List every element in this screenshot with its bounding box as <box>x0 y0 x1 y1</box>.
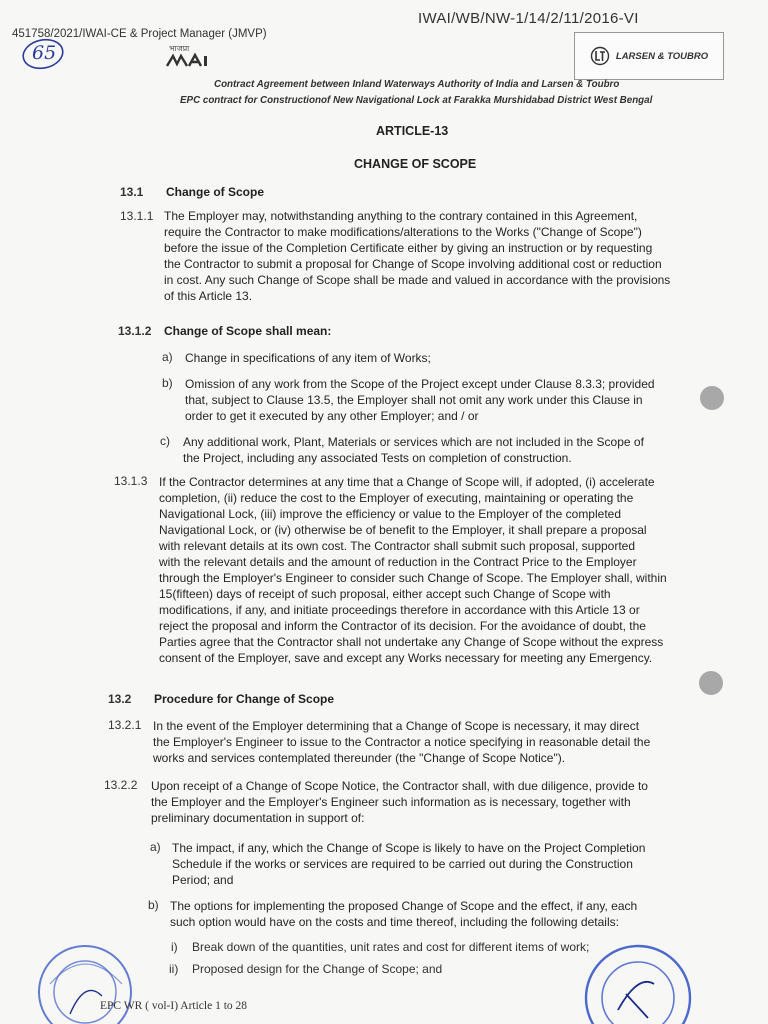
footer-reference: EPC WR ( vol-I) Article 1 to 28 <box>100 1000 248 1012</box>
article-heading: ARTICLE-13 <box>376 124 449 138</box>
header-line-1: Contract Agreement between Inland Waterways Authority of India and Larsen & Toubro <box>214 79 620 90</box>
punch-hole <box>699 671 723 695</box>
iwai-logo-icon <box>165 40 215 70</box>
clause-number: 13.2.1 <box>108 718 142 732</box>
section-title: Change of Scope shall mean: <box>164 324 332 338</box>
larsen-toubro-logo: LARSEN & TOUBRO <box>574 32 724 80</box>
section-title: Procedure for Change of Scope <box>154 692 335 706</box>
sub-item-marker: ii) <box>169 962 179 976</box>
document-reference: IWAI/WB/NW-1/14/2/11/2016-VI <box>418 10 639 27</box>
lt-round-stamp-icon <box>578 944 698 1024</box>
clause-number: 13.2.2 <box>104 778 138 792</box>
list-item: The options for implementing the proposed Change of Scope and the effect, if any, each such option would have on the costs and time thereof, including the following details: <box>170 899 638 929</box>
clause-13-1-3-text: If the Contractor determines at any time that a Change of Scope will, if adopted, (i) accelerate completion, (ii) reduce the cost to the Employer of executing, maintaining or operating the Navigational Lock, (iii) improve the efficiency or value to the Employer of the completed Navigational Lock, or (iv) otherwise be of benefit to the Employer, it shall prepare a proposal with relevant details at its own cost. The Contractor shall submit such proposal, supported with the relevant details and the amount of reduction in the Contract Price to the Employer through the Employer's Engineer to consider such Change of Scope. The Employer shall, within 15(fifteen) days of receipt of such proposal, either accept such Change of Scope with modifications, if any, and initiate proceedings therefore in accordance with this Article 13 or reject the proposal and inform the Contractor of its decision. For the avoidance of doubt, the Parties agree that the Contractor shall not undertake any Change of Scope without the express consent of the Employer, save and except any Works necessary for meeting any Emergency. <box>159 475 667 665</box>
sub-item-marker: i) <box>171 940 178 954</box>
list-item: The impact, if any, which the Change of Scope is likely to have on the Project Completion Schedule if the works or services are required to be carried out during the Construction Period; and <box>172 841 646 887</box>
clause-13-2-1-text: In the event of the Employer determining that a Change of Scope is necessary, it may direct the Employer's Engineer to issue to the Contractor a notice specifying in reasonable detail the works and services contemplated thereunder (the "Change of Scope Notice"). <box>153 719 651 765</box>
section-number: 13.1.2 <box>118 324 152 338</box>
header-line-2: EPC contract for Constructionof New Navigational Lock at Farakka Murshidabad District West Bengal <box>180 95 653 106</box>
svg-text:भाजप्रा: भाजप्रा <box>169 44 190 53</box>
clause-number: 13.1.3 <box>114 474 148 488</box>
clause-13-1-1-text: The Employer may, notwithstanding anything to the contrary contained in this Agreement, require the Contractor to make modifications/alterations to the Works ("Change of Scope") before the issue of the Completion Certificate either by giving an instruction or by requesting the Contractor to submit a proposal for Change of Scope involving additional cost or reduction in cost. Any such Change of Scope shall be made and valued in accordance with the provisions of this Article 13. <box>164 209 671 303</box>
punch-hole <box>700 386 724 410</box>
list-item: Change in specifications of any item of Works; <box>185 351 431 365</box>
file-reference: 451758/2021/IWAI-CE & Project Manager (JMVP) <box>12 28 267 40</box>
item-marker: a) <box>162 350 173 364</box>
chapter-heading: CHANGE OF SCOPE <box>354 157 477 171</box>
list-item: Any additional work, Plant, Materials or services which are not included in the Scope of the Project, including any associated Tests on completion of construction. <box>183 435 644 465</box>
section-number: 13.1 <box>120 185 144 199</box>
section-title: Change of Scope <box>166 185 265 199</box>
sub-item-text: Proposed design for the Change of Scope; and <box>192 962 443 976</box>
item-marker: b) <box>148 898 159 912</box>
item-marker: c) <box>160 434 170 448</box>
item-marker: b) <box>162 376 173 390</box>
clause-13-2-2-text: Upon receipt of a Change of Scope Notice, the Contractor shall, with due diligence, provide to the Employer and the Employer's Engineer such information as is necessary, together with preliminary documentation in support of: <box>151 779 648 825</box>
section-number: 13.2 <box>108 692 132 706</box>
item-marker: a) <box>150 840 161 854</box>
clause-number: 13.1.1 <box>120 209 154 223</box>
handwritten-page-number: 65 <box>32 42 56 64</box>
lt-emblem-icon <box>590 46 610 66</box>
list-item: Omission of any work from the Scope of the Project except under Clause 8.3.3; provided that, subject to Clause 13.5, the Employer shall not omit any work under this Clause in order to get it executed by any other Employer; and / or <box>185 377 655 423</box>
sub-item-text: Break down of the quantities, unit rates and cost for different items of work; <box>192 940 590 954</box>
